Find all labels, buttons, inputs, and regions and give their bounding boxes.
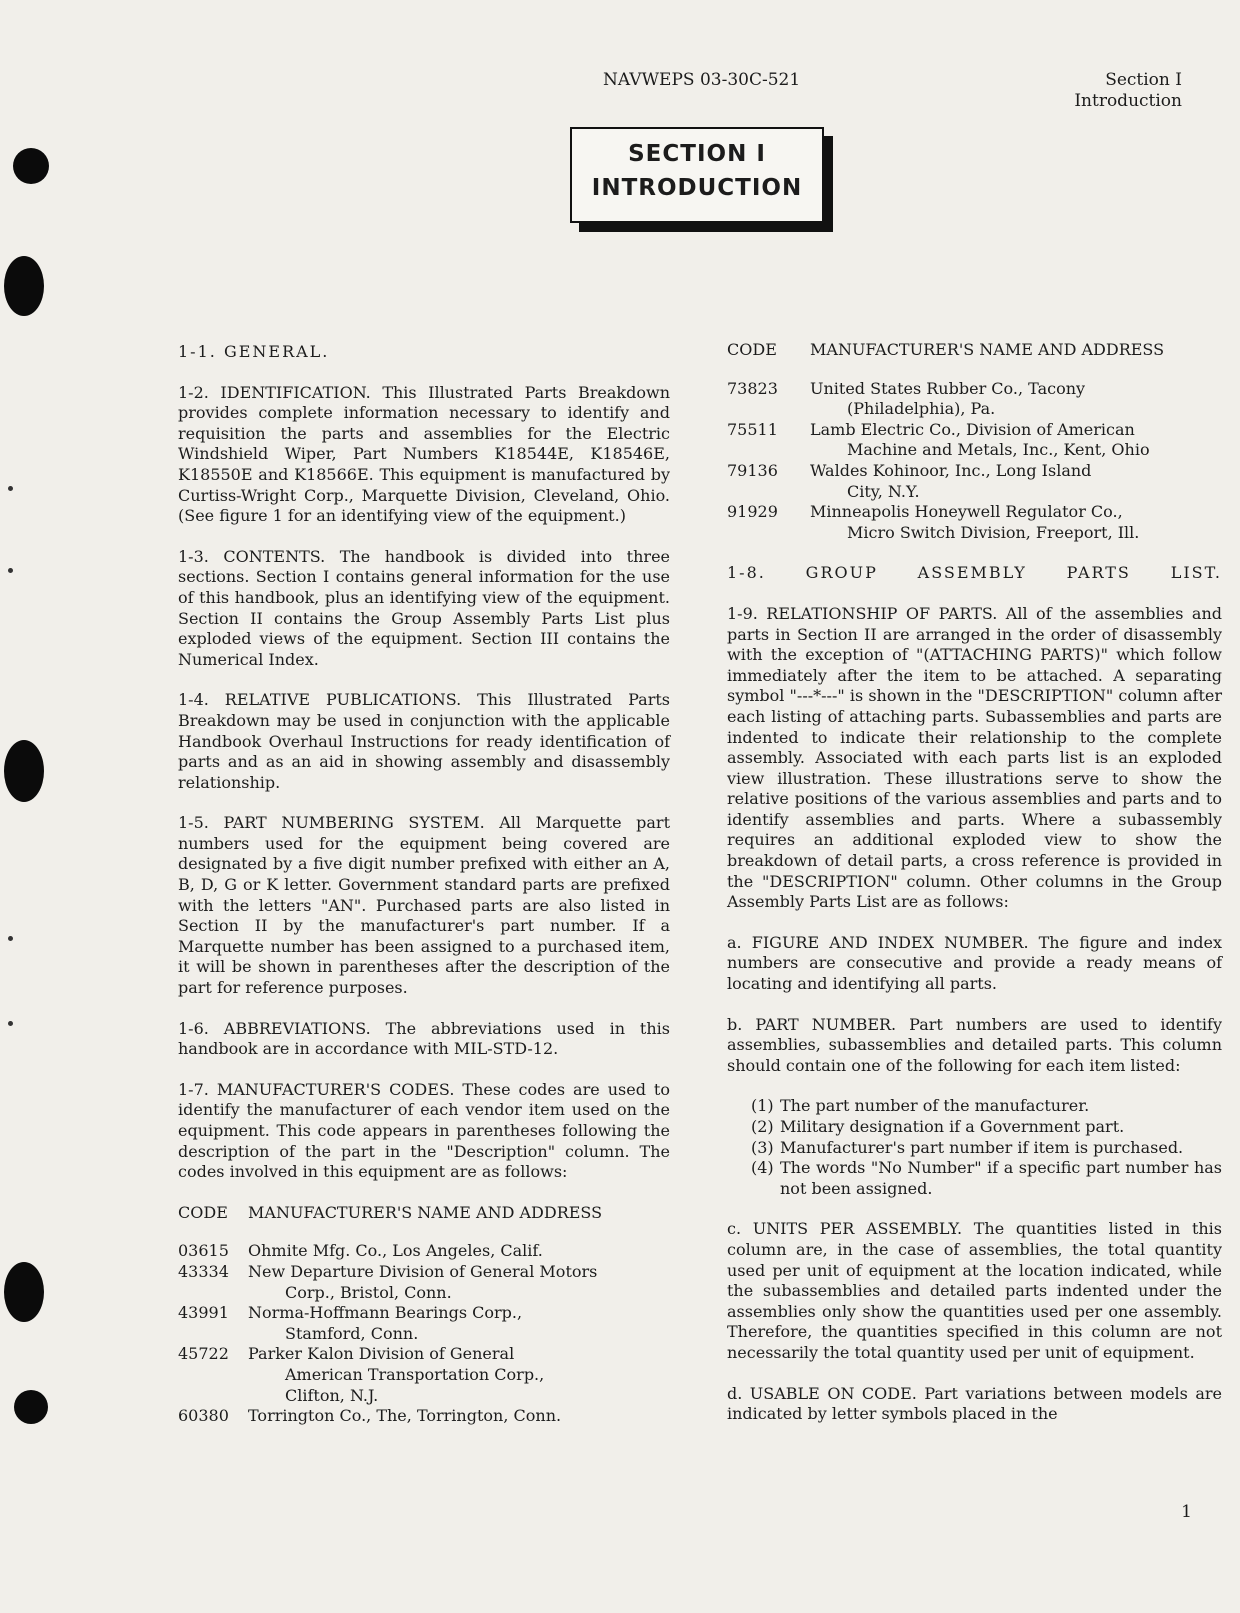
binder-hole xyxy=(4,740,44,802)
manufacturer-entry xyxy=(810,502,1222,543)
list-number: (3) xyxy=(751,1137,774,1157)
manufacturer-line: Norma-Hoffmann Bearings Corp., xyxy=(248,1303,523,1323)
manufacturer-entry xyxy=(810,420,1222,461)
list-text: The words "No Number" if a specific part number has not been assigned. xyxy=(780,1158,1222,1198)
speck xyxy=(8,568,13,573)
speck xyxy=(8,486,13,491)
code-value: 91929 xyxy=(727,502,778,522)
code-value: 73823 xyxy=(727,378,778,398)
code-row xyxy=(178,1303,670,1344)
manufacturer-line: Micro Switch Division, Freeport, Ill. xyxy=(847,522,1140,542)
manufacturer-line: American Transportation Corp., xyxy=(285,1364,545,1384)
manufacturer-line: Parker Kalon Division of General xyxy=(248,1344,515,1364)
para-units-per-assembly: c. UNITS PER ASSEMBLY. The quantities listed in this column are, in the case of assemblies, the total quantity used per unit of equipment at the location indicated, while the subassemblies and detailed parts indented under the assemblies only show the quantities used per one assembly. Therefore, the quantities specified in this column are not necessarily the total quantity used per unit of equipment. xyxy=(727,1219,1222,1362)
binder-hole xyxy=(13,148,49,184)
manufacturer-entry xyxy=(248,1262,670,1303)
code-column-header: CODE xyxy=(178,1202,228,1222)
manufacturer-entry xyxy=(810,379,1222,420)
list-item xyxy=(727,1138,1222,1159)
binder-hole xyxy=(14,1390,48,1424)
para-part-numbering: 1-5. PART NUMBERING SYSTEM. All Marquette part numbers used for the equipment being covered are designated by a five digit number prefixed with either an A, B, D, G or K letter. Government standard parts are prefixed with the letters "AN". Purchased parts are also listed in Section II by the manufacturer's part number. If a Marquette number has been assigned to a purchased item, it will be shown in parentheses after the description of the part for reference purposes. xyxy=(178,813,670,998)
speck xyxy=(8,1021,13,1026)
running-header-section: Section I xyxy=(1105,70,1182,90)
code-value: 03615 xyxy=(178,1241,229,1261)
code-row xyxy=(178,1241,670,1262)
speck xyxy=(8,936,13,941)
manufacturer-line: Clifton, N.J. xyxy=(285,1385,379,1405)
para-figure-index-number: a. FIGURE AND INDEX NUMBER. The figure and index numbers are consecutive and provide a ready means of locating and identifying all parts. xyxy=(727,932,1222,994)
binder-hole xyxy=(4,1262,44,1322)
manufacturer-line: Torrington Co., The, Torrington, Conn. xyxy=(248,1406,562,1426)
para-relative-publications: 1-4. RELATIVE PUBLICATIONS. This Illustrated Parts Breakdown may be used in conjunction with the applicable Handbook Overhaul Instructions for ready identification of parts and as an aid in showing assembly and disassembly relationship. xyxy=(178,690,670,792)
section-title-box xyxy=(570,127,824,223)
manufacturer-line: Ohmite Mfg. Co., Los Angeles, Calif. xyxy=(248,1241,543,1261)
code-value: 43334 xyxy=(178,1261,229,1281)
manufacturer-line: Lamb Electric Co., Division of American xyxy=(810,419,1135,439)
heading-word: 1-8. xyxy=(727,563,766,583)
code-row xyxy=(727,420,1222,461)
section-title-line2: INTRODUCTION xyxy=(591,175,803,201)
list-item xyxy=(727,1117,1222,1138)
manufacturer-entry xyxy=(248,1303,670,1344)
section-title-line1: SECTION I xyxy=(628,141,766,167)
code-column-header: CODE xyxy=(727,340,777,359)
code-value: 60380 xyxy=(178,1406,229,1426)
code-value: 45722 xyxy=(178,1344,229,1364)
code-row xyxy=(178,1406,670,1427)
para-contents: 1-3. CONTENTS. The handbook is divided into three sections. Section I contains general information for the use of this handbook, plus an identifying view of the equipment. Section II contains the Group Assembly Parts List plus exploded views of the equipment. Section III contains the Numerical Index. xyxy=(178,546,670,669)
manufacturer-line: (Philadelphia), Pa. xyxy=(847,399,996,419)
manufacturer-entry xyxy=(248,1406,670,1427)
manufacturer-entry xyxy=(248,1344,670,1406)
manufacturer-line: Corp., Bristol, Conn. xyxy=(285,1282,452,1302)
para-relationship-of-parts: 1-9. RELATIONSHIP OF PARTS. All of the assemblies and parts in Section II are arranged in the order of disassembly with the exception of "(ATTACHING PARTS)" which follow immediately after the item to be attached. A separating symbol "---*---" is shown in the "DESCRIPTION" column after each listing of attaching parts. Subassemblies and parts are indented to indicate their relationship to the complete assembly. Associated with each parts list is an exploded view illustration. These illustrations serve to show the relative positions of the various assemblies and parts and to identify assemblies and parts. Where a subassembly requires an additional exploded view to show the breakdown of detail parts, a cross reference is provided in the "DESCRIPTION" column. Other columns in the Group Assembly Parts List are as follows: xyxy=(727,603,1222,912)
list-text: The part number of the manufacturer. xyxy=(780,1096,1090,1116)
name-column-header: MANUFACTURER'S NAME AND ADDRESS xyxy=(810,340,1165,359)
part-number-list xyxy=(727,1096,1222,1199)
para-abbreviations: 1-6. ABBREVIATIONS. The abbreviations used in this handbook are in accordance with MIL-STD-12. xyxy=(178,1018,670,1059)
right-column xyxy=(727,340,1222,1445)
list-item xyxy=(727,1158,1222,1199)
code-table-header xyxy=(178,1203,670,1224)
code-row xyxy=(178,1262,670,1303)
manufacturer-line: Machine and Metals, Inc., Kent, Ohio xyxy=(847,440,1150,460)
name-column-header: MANUFACTURER'S NAME AND ADDRESS xyxy=(248,1202,603,1222)
list-number: (2) xyxy=(751,1117,774,1136)
code-row xyxy=(727,502,1222,543)
code-value: 75511 xyxy=(727,419,778,439)
heading-word: ASSEMBLY xyxy=(917,563,1027,583)
manufacturer-line: United States Rubber Co., Tacony xyxy=(810,378,1086,398)
running-header xyxy=(1074,70,1182,112)
manufacturer-line: Minneapolis Honeywell Regulator Co., xyxy=(810,502,1123,522)
code-value: 79136 xyxy=(727,460,778,480)
list-item xyxy=(727,1096,1222,1117)
code-row xyxy=(727,379,1222,420)
left-column xyxy=(178,342,670,1427)
manufacturer-line: New Departure Division of General Motors xyxy=(248,1261,598,1281)
manufacturer-line: Waldes Kohinoor, Inc., Long Island xyxy=(810,460,1092,480)
manufacturer-entry xyxy=(810,461,1222,502)
manufacturer-entry xyxy=(248,1241,670,1262)
list-text: Manufacturer's part number if item is purchased. xyxy=(780,1137,1184,1157)
document-number: NAVWEPS 03-30C-521 xyxy=(603,70,801,90)
para-identification: 1-2. IDENTIFICATION. This Illustrated Parts Breakdown provides complete information necessary to identify and requisition the parts and assemblies for the Electric Windshield Wiper, Part Numbers K18544E, K18546E, K18550E and K18566E. This equipment is manufactured by Curtiss-Wright Corp., Marquette Division, Cleveland, Ohio. (See figure 1 for an identifying view of the equipment.) xyxy=(178,382,670,526)
heading-word: GROUP xyxy=(805,563,878,583)
manufacturer-line: City, N.Y. xyxy=(847,481,920,501)
heading-general: 1-1. GENERAL. xyxy=(178,342,330,361)
code-row xyxy=(727,461,1222,502)
binder-hole xyxy=(4,256,44,316)
manufacturer-line: Stamford, Conn. xyxy=(285,1323,419,1343)
para-manufacturer-codes: 1-7. MANUFACTURER'S CODES. These codes are used to identify the manufacturer of each vendor item used on the equipment. This code appears in parentheses following the description of the part in the "Description" column. The codes involved in this equipment are as follows: xyxy=(178,1079,670,1182)
heading-group-assembly xyxy=(727,563,1222,584)
list-number: (4) xyxy=(751,1158,774,1178)
para-usable-on-code: d. USABLE ON CODE. Part variations between models are indicated by letter symbols placed in the xyxy=(727,1383,1222,1424)
code-value: 43991 xyxy=(178,1303,229,1323)
heading-word: PARTS xyxy=(1066,563,1131,583)
running-header-title: Introduction xyxy=(1074,91,1182,111)
code-row xyxy=(178,1344,670,1406)
heading-word: LIST. xyxy=(1170,563,1222,583)
code-table-header xyxy=(727,340,1222,361)
page-number: 1 xyxy=(1181,1502,1192,1522)
list-text: Military designation if a Government part. xyxy=(780,1117,1125,1136)
para-part-number: b. PART NUMBER. Part numbers are used to identify assemblies, subassemblies and detailed parts. This column should contain one of the following for each item listed: xyxy=(727,1014,1222,1075)
list-number: (1) xyxy=(751,1096,774,1116)
